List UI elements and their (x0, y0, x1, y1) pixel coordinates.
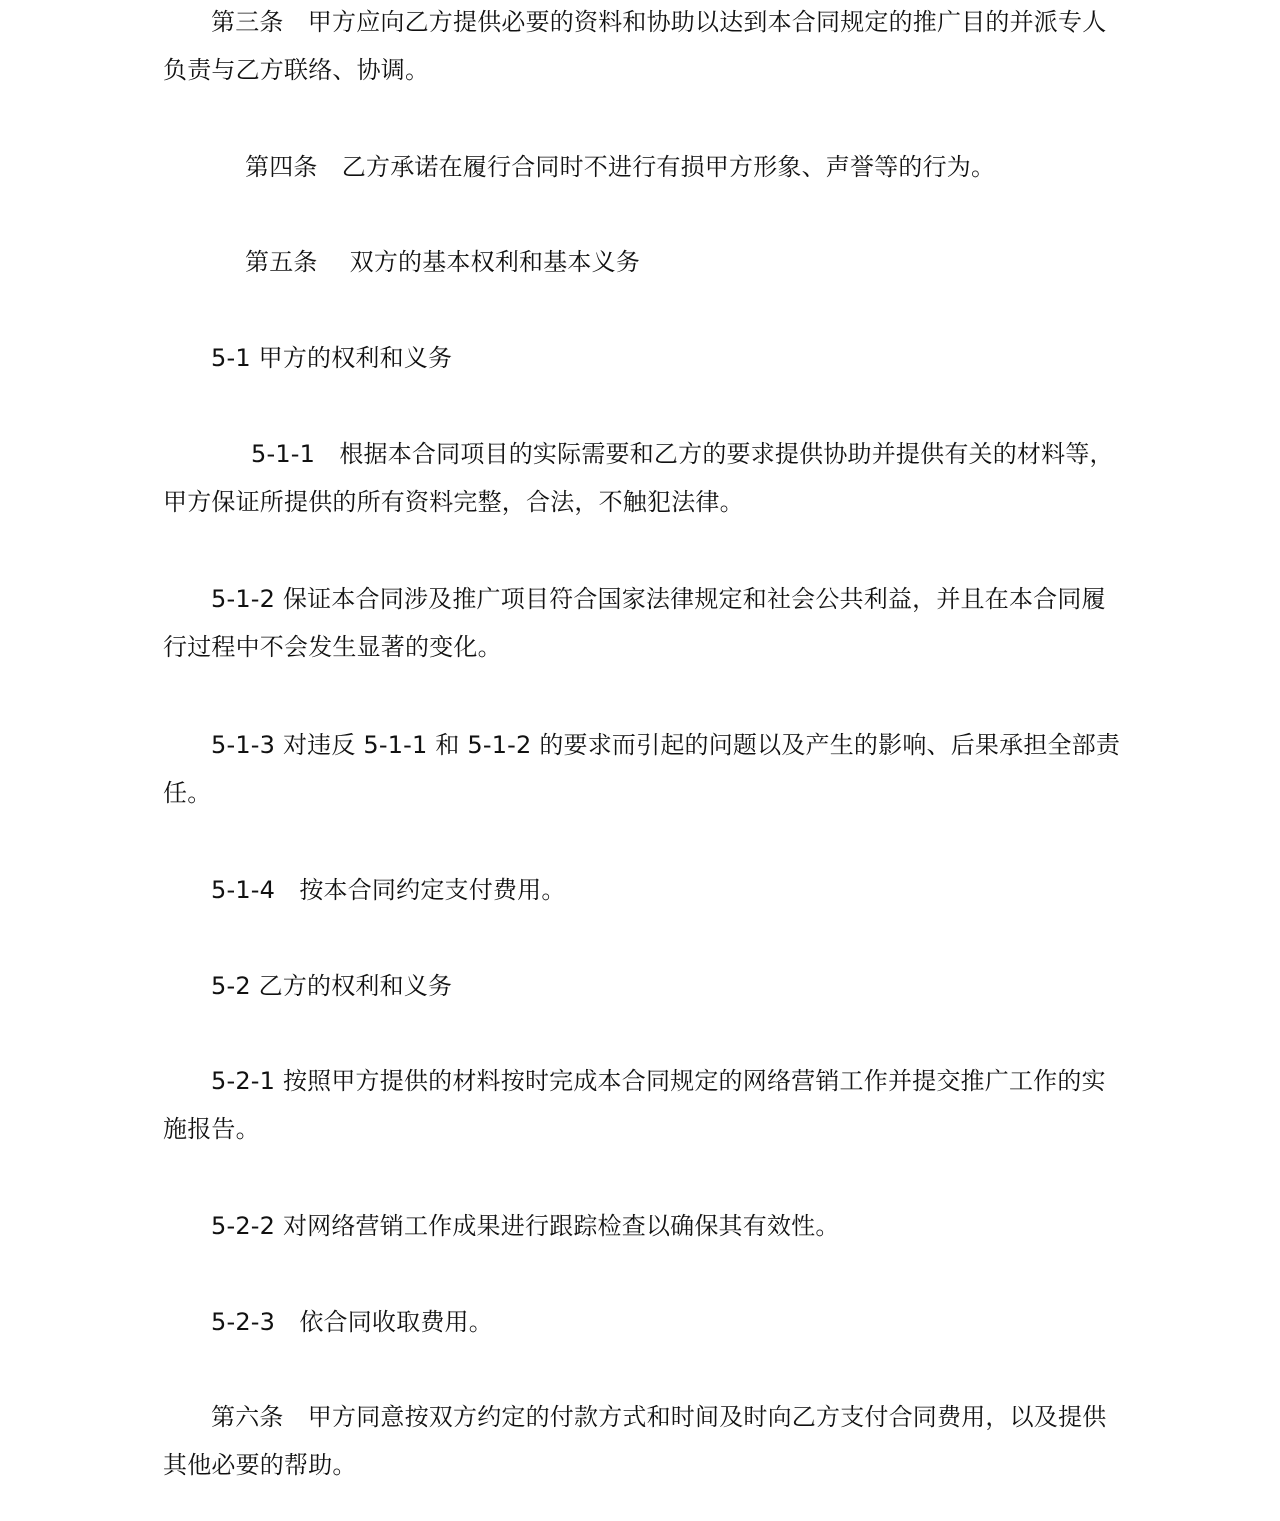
section-5-2-heading: 5-2 乙方的权利和义务 (211, 972, 453, 1000)
article-5-heading: 第五条 双方的基本权利和基本义务 (245, 248, 641, 276)
clause-5-2-2-paragraph: 5-2-2 对网络营销工作成果进行跟踪检查以确保其有效性。 (211, 1212, 840, 1240)
article-3-paragraph: 第三条 甲方应向乙方提供必要的资料和协助以达到本合同规定的推广目的并派专人负责与乙方联络、协调。 (163, 8, 1107, 84)
clause-5-1-2-paragraph: 5-1-2 保证本合同涉及推广项目符合国家法律规定和社会公共利益，并且在本合同履行过程中不会发生显著的变化。 (163, 585, 1106, 661)
clause-5-2-3-paragraph: 5-2-3 依合同收取费用。 (211, 1308, 493, 1336)
article-6-paragraph: 第六条 甲方同意按双方约定的付款方式和时间及时向乙方支付合同费用，以及提供其他必要的帮助。 (163, 1403, 1107, 1479)
clause-5-1-1-paragraph: 5-1-1 根据本合同项目的实际需要和乙方的要求提供协助并提供有关的材料等，甲方保证所提供的所有资料完整，合法，不触犯法律。 (163, 440, 1114, 516)
article-4-paragraph: 第四条 乙方承诺在履行合同时不进行有损甲方形象、声誉等的行为。 (245, 153, 996, 181)
clause-5-1-3-paragraph: 5-1-3 对违反 5-1-1 和 5-1-2 的要求而引起的问题以及产生的影响、后果承担全部责任。 (163, 731, 1121, 807)
clause-5-1-4-paragraph: 5-1-4 按本合同约定支付费用。 (211, 876, 566, 904)
section-5-1-heading: 5-1 甲方的权利和义务 (211, 344, 453, 372)
clause-5-2-1-paragraph: 5-2-1 按照甲方提供的材料按时完成本合同规定的网络营销工作并提交推广工作的实施报告。 (163, 1067, 1106, 1143)
